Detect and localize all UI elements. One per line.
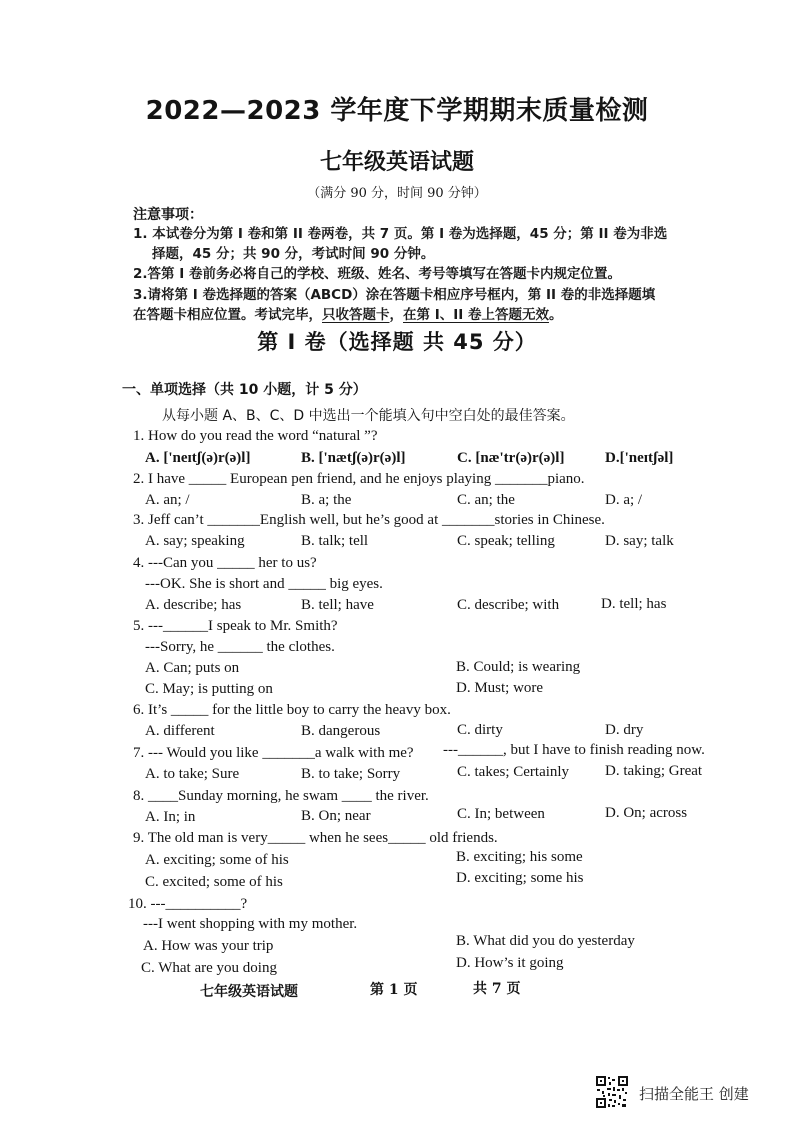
question-9-option-c: C. excited; some of his [145, 874, 283, 890]
notice-heading: 注意事项： [133, 207, 203, 223]
question-3-option-b: B. talk; tell [301, 533, 369, 549]
notice-line-1b: 择题，45 分；共 90 分，考试时间 90 分钟。 [152, 246, 435, 262]
question-10-stem: 10. ---__________? [128, 896, 248, 912]
notice-line-2: 2.答第 I 卷前务必将自己的学校、班级、姓名、考号等填写在答题卡内规定位置。 [133, 266, 621, 282]
section-title: 第 I 卷（选择题 共 45 分） [257, 330, 537, 354]
question-2-option-b: B. a; the [301, 492, 352, 508]
question-5-stem-2: ---Sorry, he ______ the clothes. [145, 639, 335, 655]
question-1-option-d: D.['neɪtʃəl] [605, 450, 674, 466]
question-10-option-a: A. How was your trip [143, 938, 274, 954]
question-3-option-d: D. say; talk [605, 533, 674, 549]
question-4-option-b: B. tell; have [301, 597, 374, 613]
question-4-option-c: C. describe; with [457, 597, 560, 613]
question-10-stem-2: ---I went shopping with my mother. [143, 916, 358, 932]
question-6-option-a: A. different [145, 723, 215, 739]
question-9-option-d: D. exciting; some his [456, 870, 584, 886]
question-9-option-a: A. exciting; some of his [145, 852, 289, 868]
question-8-option-d: D. On; across [605, 805, 688, 821]
question-10-option-c: C. What are you doing [141, 960, 277, 976]
footer-subject: 七年级英语试题 [200, 984, 298, 1000]
question-3-option-c: C. speak; telling [457, 533, 555, 549]
qr-code-icon [595, 1075, 629, 1109]
question-3-stem: 3. Jeff can’t _______English well, but he’s good at _______stories in Chinese. [133, 512, 605, 528]
question-8-option-b: B. On; near [301, 808, 371, 824]
question-7-option-a: A. to take; Sure [145, 766, 240, 782]
footer-total-pages: 共 7 页 [473, 981, 521, 997]
question-2-option-c: C. an; the [457, 492, 515, 508]
question-5-option-d: D. Must; wore [456, 680, 544, 696]
question-7-stem: 7. --- Would you like _______a walk with me? [133, 745, 414, 761]
question-2-option-a: A. an; / [145, 492, 190, 508]
score-time-note: （满分 90 分，时间 90 分钟） [307, 186, 487, 201]
question-5-option-b: B. Could; is wearing [456, 659, 581, 675]
question-8-option-a: A. In; in [145, 809, 196, 825]
exam-title: 2022—2023 学年度下学期期末质量检测 [145, 96, 649, 126]
question-6-stem: 6. It’s _____ for the little boy to carry the heavy box. [133, 702, 451, 718]
question-1-option-b: B. ['nætʃ(ə)r(ə)l] [301, 450, 406, 466]
question-1-option-a: A. ['neɪtʃ(ə)r(ə)l] [145, 450, 251, 466]
notice-line-3b-text: 在答题卡相应位置。考试完毕， [133, 307, 322, 323]
notice-separator: ， [389, 307, 403, 323]
question-4-stem-2: ---OK. She is short and _____ big eyes. [145, 576, 383, 592]
question-9-option-b: B. exciting; his some [456, 849, 583, 865]
question-7-option-c: C. takes; Certainly [457, 764, 570, 780]
question-1-option-c: C. [næ'tr(ə)r(ə)l] [457, 450, 565, 466]
notice-line-1a: 1. 本试卷分为第 I 卷和第 II 卷两卷，共 7 页。第 I 卷为选择题，45 分；第 II 卷为非选 [133, 226, 668, 242]
exam-subtitle: 七年级英语试题 [319, 149, 474, 175]
notice-invalid-answers: 在第 I、II 卷上答题无效 [403, 307, 549, 323]
question-7-option-d: D. taking; Great [605, 763, 703, 779]
question-5-stem: 5. ---______I speak to Mr. Smith? [133, 618, 338, 634]
notice-line-3b [133, 303, 562, 323]
scanner-watermark-text: 扫描全能王 创建 [639, 1085, 749, 1103]
question-2-stem: 2. I have _____ European pen friend, and he enjoys playing _______piano. [133, 471, 585, 487]
question-6-option-d: D. dry [605, 722, 644, 738]
question-8-option-c: C. In; between [457, 806, 545, 822]
question-10-option-b: B. What did you do yesterday [456, 933, 635, 949]
notice-answer-card-only: 只收答题卡 [322, 307, 390, 323]
notice-line-3a: 3.请将第 I 卷选择题的答案（ABCD）涂在答题卡相应序号框内，第 II 卷的非选择题填 [133, 287, 656, 303]
question-9-stem: 9. The old man is very_____ when he sees_____ old friends. [133, 830, 498, 846]
notice-end: 。 [548, 307, 563, 323]
question-4-stem: 4. ---Can you _____ her to us? [133, 555, 317, 571]
question-3-option-a: A. say; speaking [145, 533, 245, 549]
footer-page-number: 第 1 页 [370, 982, 418, 998]
question-5-option-c: C. May; is putting on [145, 681, 273, 697]
question-7-stem-2: ---______, but I have to finish reading now. [443, 742, 705, 758]
question-7-option-b: B. to take; Sorry [301, 766, 401, 782]
question-4-option-d: D. tell; has [601, 596, 667, 612]
question-1-stem: 1. How do you read the word “natural ”? [133, 428, 378, 444]
question-8-stem: 8. ____Sunday morning, he swam ____ the river. [133, 788, 429, 804]
question-6-option-b: B. dangerous [301, 723, 381, 739]
question-6-option-c: C. dirty [457, 722, 503, 738]
part-instruction: 从每小题 A、B、C、D 中选出一个能填入句中空白处的最佳答案。 [162, 408, 575, 424]
part-heading: 一、单项选择（共 10 小题，计 5 分） [122, 382, 367, 398]
question-5-option-a: A. Can; puts on [145, 660, 240, 676]
question-10-option-d: D. How’s it going [456, 955, 564, 971]
question-2-option-d: D. a; / [605, 492, 643, 508]
question-4-option-a: A. describe; has [145, 597, 242, 613]
